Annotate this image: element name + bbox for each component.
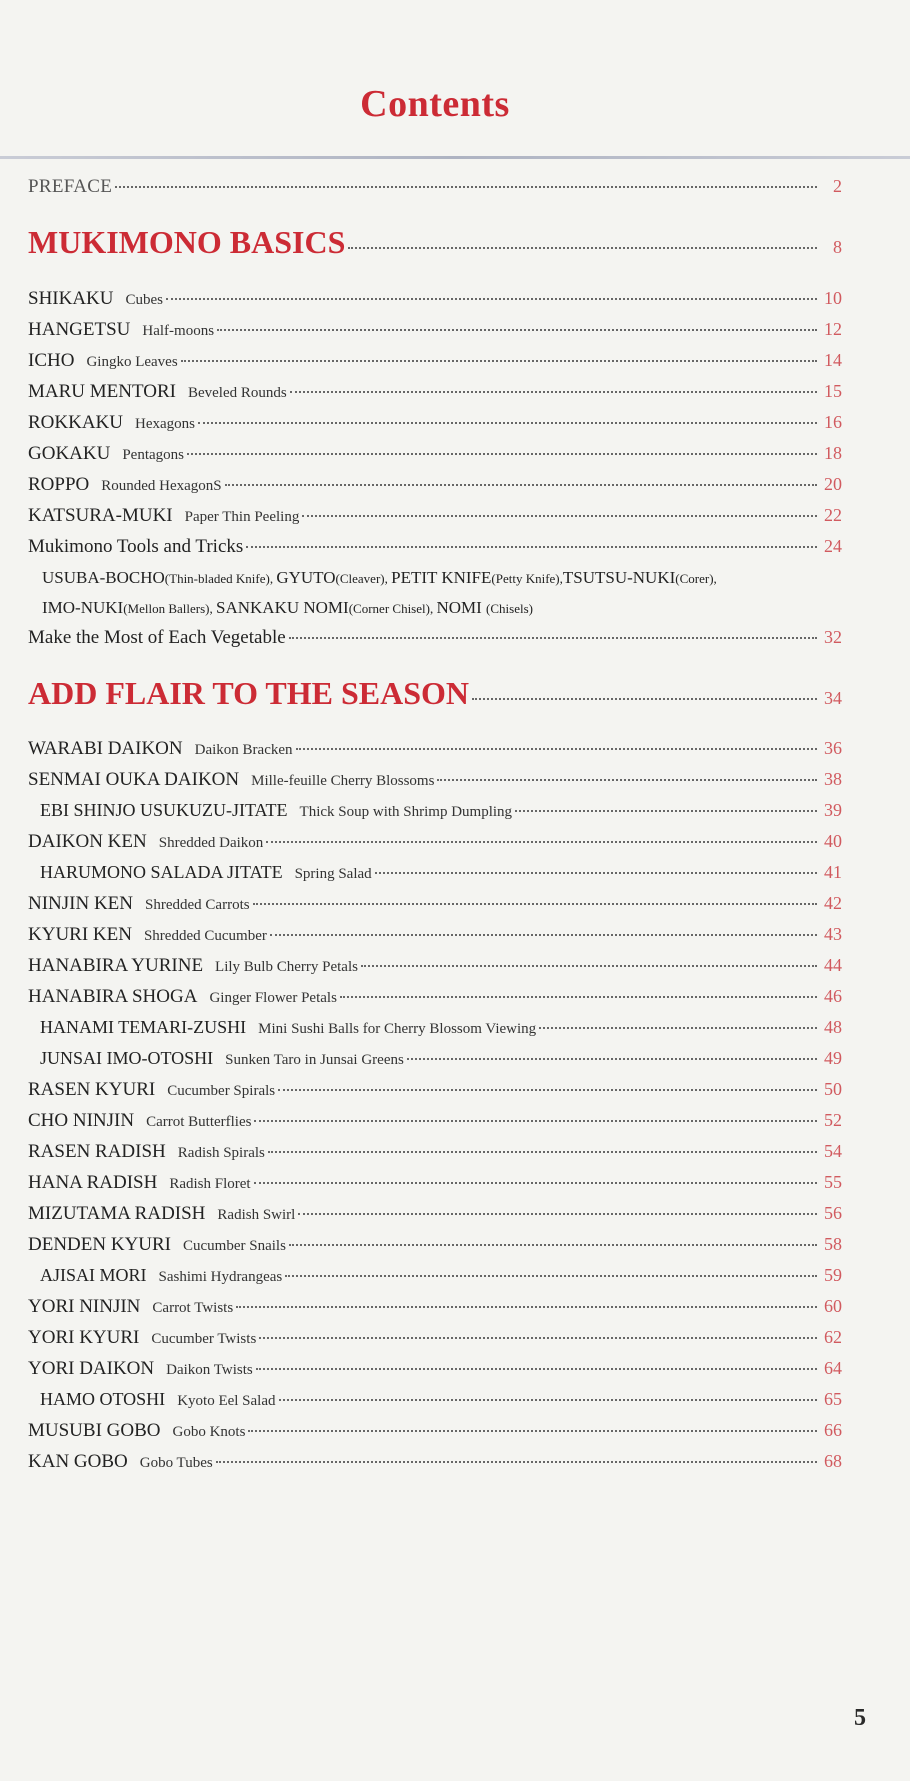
entry-page-number: 58	[824, 1234, 842, 1254]
tool-name: TSUTSU-NUKI	[562, 568, 676, 587]
leader-dots	[340, 995, 817, 998]
page-number: 5	[854, 1705, 866, 1731]
entry-title: ROPPO	[28, 474, 90, 495]
entry-title: CHO NINJIN	[28, 1110, 135, 1131]
leader-dots	[437, 778, 817, 781]
toc-entry[interactable]	[28, 350, 842, 372]
entry-subtitle: Paper Thin Peeling	[184, 509, 300, 525]
entry-page-number: 49	[824, 1048, 842, 1068]
leader-dots	[253, 902, 817, 905]
tool-description: (Petty Knife),	[491, 571, 563, 586]
leader-dots	[216, 1460, 817, 1463]
leader-dots	[278, 1088, 817, 1091]
entry-subtitle: Cucumber Twists	[151, 1331, 257, 1347]
toc-entry[interactable]	[28, 1203, 842, 1225]
entry-page-number: 46	[824, 986, 842, 1006]
toc-entry[interactable]	[28, 738, 842, 760]
entry-title: DAIKON KEN	[28, 831, 147, 852]
entry-subtitle: Shredded Cucumber	[143, 928, 267, 944]
entry-title: AJISAI MORI	[40, 1265, 147, 1285]
entry-title: ICHO	[28, 350, 75, 371]
leader-dots	[290, 390, 817, 393]
tool-description: (Chisels)	[486, 601, 533, 616]
page-title: Contents	[360, 83, 510, 125]
leader-dots	[236, 1305, 817, 1308]
tool-name: USUBA-BOCHO	[42, 568, 165, 587]
entry-title: DENDEN KYURI	[28, 1234, 172, 1255]
entry-subtitle: Shredded Daikon	[158, 835, 264, 851]
entry-page-number: 18	[824, 443, 842, 463]
entry-subtitle: Carrot Butterflies	[146, 1114, 252, 1130]
toc-entry[interactable]	[28, 319, 842, 341]
entry-page-number: 43	[824, 924, 842, 944]
entry-subtitle: Rounded HexagonS	[101, 478, 222, 494]
entry-page-number: 41	[824, 862, 842, 882]
entry-title: JUNSAI IMO-OTOSHI	[40, 1048, 214, 1068]
leader-dots	[348, 246, 817, 249]
leader-dots	[407, 1057, 817, 1060]
section-page-number: 34	[824, 688, 842, 708]
leader-dots	[285, 1274, 817, 1277]
leader-dots	[256, 1367, 817, 1370]
leader-dots	[270, 933, 817, 936]
entry-page-number: 48	[824, 1017, 842, 1037]
toc-entry[interactable]	[28, 1358, 842, 1380]
entry-title: KATSURA-MUKI	[28, 505, 173, 526]
toc-entry[interactable]	[40, 862, 842, 883]
toc-entry[interactable]	[28, 1141, 842, 1163]
leader-dots	[289, 636, 817, 639]
entry-subtitle: Mille-feuille Cherry Blossoms	[251, 773, 435, 789]
entry-subtitle: Sashimi Hydrangeas	[158, 1269, 283, 1285]
entry-subtitle: Kyoto Eel Salad	[177, 1393, 276, 1409]
leader-dots	[115, 185, 817, 188]
entry-title: YORI DAIKON	[28, 1358, 155, 1379]
toc-entry[interactable]	[40, 1265, 842, 1286]
entry-subtitle: Radish Swirl	[217, 1207, 296, 1223]
toc-entry[interactable]	[28, 474, 842, 496]
entry-subtitle: Half-moons	[142, 323, 215, 339]
title-divider	[0, 156, 910, 159]
entry-title: RASEN KYURI	[28, 1079, 156, 1100]
tool-name: NOMI	[436, 598, 487, 617]
entry-page-number: 38	[824, 769, 842, 789]
toc-entry[interactable]	[28, 505, 842, 527]
entry-title: Mukimono Tools and Tricks	[28, 536, 244, 557]
section-title: ADD FLAIR TO THE SEASON	[28, 675, 470, 711]
entry-subtitle: Cucumber Snails	[183, 1238, 286, 1254]
tool-description: (Thin-bladed Knife),	[164, 571, 277, 586]
entry-page-number: 66	[824, 1420, 842, 1440]
entry-page-number: 54	[824, 1141, 842, 1161]
entry-subtitle: Gobo Tubes	[139, 1455, 213, 1471]
tool-description: (Corer),	[675, 571, 717, 586]
entry-subtitle: Hexagons	[135, 416, 195, 432]
entry-title: MUSUBI GOBO	[28, 1420, 161, 1441]
entry-page-number: 14	[824, 350, 842, 370]
section-page-number: 8	[833, 237, 842, 257]
leader-dots	[225, 483, 817, 486]
entry-page-number: 64	[824, 1358, 842, 1378]
leader-dots	[361, 964, 817, 967]
entry-page-number: 15	[824, 381, 842, 401]
entry-title: PREFACE	[28, 176, 113, 197]
leader-dots	[217, 328, 817, 331]
entry-title: MARU MENTORI	[28, 381, 176, 402]
entry-subtitle: Cucumber Spirals	[167, 1083, 276, 1099]
entry-title: KAN GOBO	[28, 1451, 128, 1472]
entry-page-number: 62	[824, 1327, 842, 1347]
entry-title: YORI KYURI	[28, 1327, 140, 1348]
leader-dots	[472, 697, 817, 700]
toc-entry[interactable]	[28, 1172, 842, 1194]
entry-title: SENMAI OUKA DAIKON	[28, 769, 240, 790]
toc-entry[interactable]	[28, 381, 842, 403]
entry-page-number: 12	[824, 319, 842, 339]
toc-entry[interactable]	[28, 627, 842, 649]
entry-title: RASEN RADISH	[28, 1141, 166, 1162]
entry-title: HANAMI TEMARI-ZUSHI	[40, 1017, 247, 1037]
toc-entry[interactable]	[28, 1451, 842, 1473]
entry-subtitle: Cubes	[125, 292, 163, 308]
tool-name: GYUTO	[276, 568, 336, 587]
entry-title: HANABIRA YURINE	[28, 955, 204, 976]
leader-dots	[298, 1212, 817, 1215]
leader-dots	[259, 1336, 817, 1339]
entry-subtitle: Shredded Carrots	[145, 897, 250, 913]
tool-description: (Cleaver),	[335, 571, 392, 586]
leader-dots	[198, 421, 817, 424]
entry-page-number: 56	[824, 1203, 842, 1223]
toc-entry[interactable]	[40, 1389, 842, 1410]
leader-dots	[515, 809, 817, 812]
leader-dots	[296, 747, 817, 750]
entry-subtitle: Spring Salad	[294, 866, 372, 882]
entry-subtitle: Beveled Rounds	[187, 385, 287, 401]
entry-page-number: 42	[824, 893, 842, 913]
entry-page-number: 59	[824, 1265, 842, 1285]
entry-title: HANABIRA SHOGA	[28, 986, 198, 1007]
entry-title: HANGETSU	[28, 319, 131, 340]
section-title: MUKIMONO BASICS	[28, 224, 346, 260]
leader-dots	[289, 1243, 817, 1246]
toc-entry[interactable]	[28, 412, 842, 434]
entry-page-number: 40	[824, 831, 842, 851]
tool-name: PETIT KNIFE	[391, 568, 492, 587]
entry-page-number: 68	[824, 1451, 842, 1471]
entry-title: Make the Most of Each Vegetable	[28, 627, 286, 648]
entry-page-number: 16	[824, 412, 842, 432]
toc-entry-preface[interactable]	[28, 176, 842, 198]
entry-title: SHIKAKU	[28, 288, 114, 309]
toc-entry[interactable]	[40, 800, 842, 821]
entry-subtitle: Mini Sushi Balls for Cherry Blossom Viewing	[258, 1021, 537, 1037]
leader-dots	[248, 1429, 817, 1432]
toc-entry[interactable]	[28, 955, 842, 977]
entry-subtitle: Daikon Bracken	[194, 742, 293, 758]
toc-entry[interactable]	[28, 1234, 842, 1256]
entry-page-number: 20	[824, 474, 842, 494]
entry-subtitle: Daikon Twists	[166, 1362, 253, 1378]
toc-entry[interactable]	[28, 1079, 842, 1101]
entry-title: EBI SHINJO USUKUZU-JITATE	[40, 800, 288, 820]
entry-page-number: 44	[824, 955, 842, 975]
entry-page-number: 32	[824, 627, 842, 647]
entry-title: YORI NINJIN	[28, 1296, 141, 1317]
leader-dots	[254, 1119, 817, 1122]
leader-dots	[187, 452, 817, 455]
entry-page-number: 36	[824, 738, 842, 758]
entry-subtitle: Pentagons	[122, 447, 184, 463]
entry-subtitle: Lily Bulb Cherry Petals	[215, 959, 358, 975]
entry-subtitle: Gingko Leaves	[86, 354, 178, 370]
toc-section-heading[interactable]	[28, 675, 842, 712]
toc-entry[interactable]	[28, 536, 842, 558]
leader-dots	[375, 871, 817, 874]
entry-subtitle: Ginger Flower Petals	[209, 990, 337, 1006]
leader-dots	[254, 1181, 817, 1184]
entry-title: WARABI DAIKON	[28, 738, 183, 759]
toc-entry[interactable]	[28, 986, 842, 1008]
entry-title: KYURI KEN	[28, 924, 132, 945]
entry-page-number: 2	[833, 176, 842, 196]
entry-page-number: 52	[824, 1110, 842, 1130]
toc-entry[interactable]	[28, 769, 842, 791]
entry-title: GOKAKU	[28, 443, 111, 464]
entry-title: HARUMONO SALADA JITATE	[40, 862, 283, 882]
leader-dots	[302, 514, 817, 517]
entry-title: NINJIN KEN	[28, 893, 134, 914]
tool-description: (Corner Chisel),	[348, 601, 437, 616]
toc-entry[interactable]	[28, 1420, 842, 1442]
toc-entry[interactable]	[28, 831, 842, 853]
entry-subtitle: Sunken Taro in Junsai Greens	[225, 1052, 404, 1068]
toc-entry[interactable]	[28, 443, 842, 465]
toc-entry[interactable]	[40, 1048, 842, 1069]
entry-page-number: 55	[824, 1172, 842, 1192]
toc-entry[interactable]	[28, 924, 842, 946]
entry-title: HANA RADISH	[28, 1172, 158, 1193]
entry-page-number: 50	[824, 1079, 842, 1099]
toc-entry[interactable]	[28, 1327, 842, 1349]
leader-dots	[266, 840, 817, 843]
tools-list-line-2	[42, 598, 872, 618]
leader-dots	[279, 1398, 817, 1401]
entry-title: HAMO OTOSHI	[40, 1389, 166, 1409]
leader-dots	[268, 1150, 817, 1153]
leader-dots	[166, 297, 817, 300]
tool-description: (Mellon Ballers),	[123, 601, 217, 616]
entry-page-number: 22	[824, 505, 842, 525]
entry-page-number: 24	[824, 536, 842, 556]
entry-subtitle: Gobo Knots	[172, 1424, 246, 1440]
toc-section-heading[interactable]	[28, 224, 842, 261]
toc-entry[interactable]	[28, 1296, 842, 1318]
tool-name: SANKAKU NOMI	[216, 598, 349, 617]
toc-entry[interactable]	[28, 1110, 842, 1132]
toc-entry[interactable]	[28, 288, 842, 310]
entry-title: ROKKAKU	[28, 412, 123, 433]
leader-dots	[246, 545, 817, 548]
toc-entry[interactable]	[28, 893, 842, 915]
entry-subtitle: Thick Soup with Shrimp Dumpling	[299, 804, 513, 820]
entry-subtitle: Radish Spirals	[177, 1145, 265, 1161]
entry-subtitle: Radish Floret	[169, 1176, 251, 1192]
toc-entry[interactable]	[40, 1017, 842, 1038]
entry-page-number: 60	[824, 1296, 842, 1316]
entry-page-number: 65	[824, 1389, 842, 1409]
entry-page-number: 10	[824, 288, 842, 308]
leader-dots	[539, 1026, 817, 1029]
leader-dots	[181, 359, 817, 362]
entry-subtitle: Carrot Twists	[152, 1300, 234, 1316]
entry-title: MIZUTAMA RADISH	[28, 1203, 206, 1224]
tools-list-line-1	[42, 568, 872, 588]
entry-page-number: 39	[824, 800, 842, 820]
tool-name: IMO-NUKI	[42, 598, 124, 617]
